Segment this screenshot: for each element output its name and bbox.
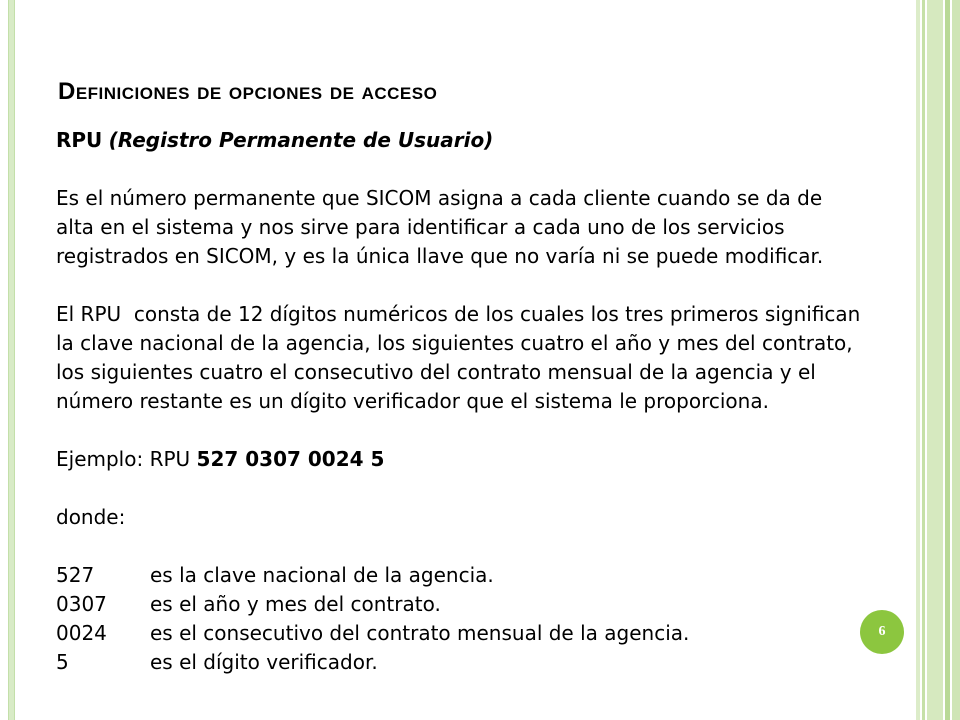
definition-line: alta en el sistema y nos sirve para identificar a cada uno de los servicios (56, 215, 785, 239)
spacer (56, 155, 916, 184)
breakdown-desc: es el dígito verificador. (150, 650, 378, 674)
breakdown-row (56, 590, 916, 619)
rpu-full-name: (Registro Permanente de Usuario) (108, 128, 494, 152)
breakdown-code: 527 (56, 563, 95, 587)
spacer (56, 532, 916, 561)
example-line (56, 445, 916, 474)
where-label: donde: (56, 505, 126, 529)
page-number-badge: 6 (860, 610, 904, 654)
stripe (945, 0, 950, 720)
breakdown-code: 0024 (56, 621, 107, 645)
slide-title: Definiciones de opciones de acceso (58, 78, 438, 105)
spacer (56, 474, 916, 503)
definition-line: Es el número permanente que SICOM asigna a cada cliente cuando se da de (56, 186, 823, 210)
right-stripes-decoration (916, 0, 960, 720)
breakdown-row (56, 561, 916, 590)
rpu-heading (56, 126, 916, 155)
breakdown-row (56, 648, 916, 677)
structure-line: El RPU consta de 12 dígitos numéricos de los cuales los tres primeros significan (56, 302, 861, 326)
left-border-decoration (8, 0, 15, 720)
breakdown-desc: es el consecutivo del contrato mensual de la agencia. (150, 621, 690, 645)
rpu-abbr: RPU (56, 128, 103, 152)
structure-line: la clave nacional de la agencia, los siguientes cuatro el año y mes del contrato, (56, 331, 853, 355)
example-value: 527 0307 0024 5 (196, 447, 385, 471)
breakdown-code: 5 (56, 650, 69, 674)
stripe (927, 0, 943, 720)
example-label: Ejemplo: RPU (56, 447, 197, 471)
breakdown-desc: es la clave nacional de la agencia. (150, 563, 494, 587)
breakdown-desc: es el año y mes del contrato. (150, 592, 441, 616)
breakdown-code: 0307 (56, 592, 107, 616)
structure-line: número restante es un dígito verificador que el sistema le proporciona. (56, 389, 769, 413)
slide-content (56, 126, 916, 677)
stripe (916, 0, 920, 720)
definition-line: registrados en SICOM, y es la única llave que no varía ni se puede modificar. (56, 244, 824, 268)
stripe (922, 0, 925, 720)
spacer (56, 271, 916, 300)
structure-line: los siguientes cuatro el consecutivo del contrato mensual de la agencia y el (56, 360, 816, 384)
breakdown-row (56, 619, 916, 648)
stripe (952, 0, 960, 720)
spacer (56, 416, 916, 445)
